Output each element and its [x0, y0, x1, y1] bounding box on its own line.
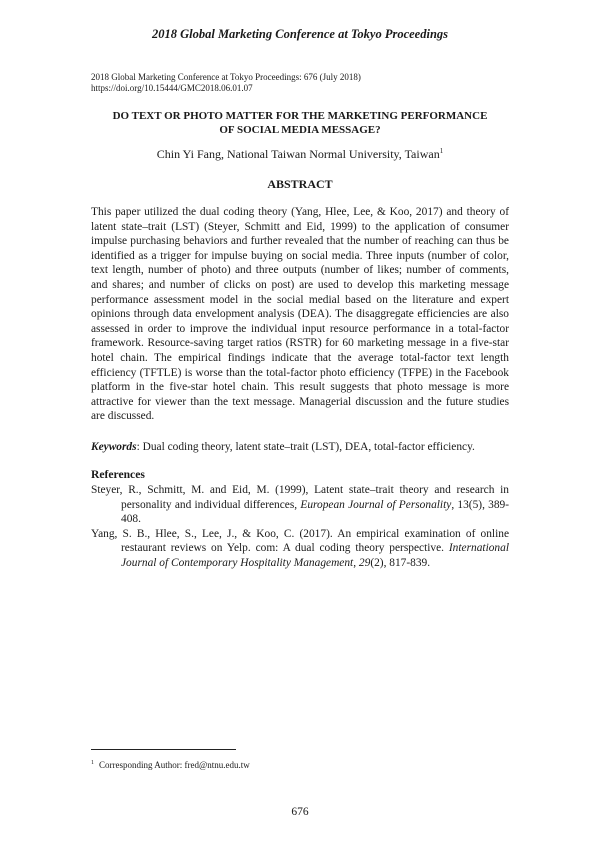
- title-line-2: OF SOCIAL MEDIA MESSAGE?: [219, 124, 381, 136]
- reference-text: Steyer, R., Schmitt, M. and Eid, M. (1999), Latent state–trait theory and research in personality and individual differences,: [91, 484, 509, 511]
- author-name: Chin Yi Fang, National Taiwan Normal University, Taiwan: [156, 147, 440, 161]
- references-list: [91, 483, 509, 571]
- running-header: 2018 Global Marketing Conference at Tokyo Proceedings: [151, 27, 449, 41]
- reference-item: [91, 527, 509, 571]
- doi-link[interactable]: https://doi.org/10.15444/GMC2018.06.01.07: [91, 83, 253, 93]
- reference-volume: 29: [358, 556, 371, 569]
- citation-meta: [91, 72, 361, 94]
- reference-text: Yang, S. B., Hlee, S., Lee, J., & Koo, C. (2017). An empirical examination of online restaurant reviews on Yelp. com: A dual coding theory perspective.: [91, 527, 509, 555]
- reference-journal: International Journal of Contemporary Hospitality Management: [121, 542, 509, 569]
- footnote-mark: 1: [91, 760, 94, 766]
- title-line-1: DO TEXT OR PHOTO MATTER FOR THE MARKETING PERFORMANCE: [112, 110, 488, 122]
- reference-separator: ,: [353, 556, 359, 569]
- footnote: [91, 760, 250, 770]
- references-heading: References: [91, 468, 145, 481]
- keywords-label: Keywords: [91, 441, 137, 453]
- footnote-text: Corresponding Author: fred@ntnu.edu.tw: [99, 760, 250, 770]
- author-line: [91, 147, 509, 162]
- abstract-body: This paper utilized the dual coding theory (Yang, Hlee, Lee, & Koo, 2017) and theory of latent state–trait (LST) (Steyer, Schmitt and Eid, 1999) to the application of consumer impulse purchasing behaviors and further revealed that the number of reaching can thus be identified as a trigger for impulse buying on social media. Three inputs (number of color, text length, number of photo) and three outputs (number of likes; number of comments, and shares; and number of clicks on post) are used to develop this marketing message performance assessment model in the social medial based on the literature and expert opinions through data envelopment analysis (DEA). The disaggregate efficiencies are also assessed in order to improve the individual input resource performance in a total-factor framework. Resource-saving target ratios (RSTR) for 60 marketing message in a five-star hotel chain. The empirical findings indicate that the average total-factor text length efficiency (TFTLE) is worse than the total-factor photo efficiency (TFPE) in the Facebook platform in the five-star hotel chain. This result suggests that photo message is more attractive for viewer than the text message. Managerial discussion and the future studies are discussed.: [91, 206, 509, 423]
- reference-item: [91, 483, 509, 527]
- paper-title: [91, 109, 509, 137]
- author-footnote-mark: 1: [439, 147, 444, 155]
- page-number: 676: [291, 806, 309, 818]
- reference-journal: European Journal of Personality: [300, 498, 452, 511]
- keywords-line: [91, 441, 509, 453]
- citation-line: 2018 Global Marketing Conference at Tokyo Proceedings: 676 (July 2018): [91, 72, 361, 82]
- footnote-divider: [91, 749, 236, 750]
- reference-issue-pages: (2), 817-839.: [370, 556, 431, 569]
- keywords-text: : Dual coding theory, latent state–trait (LST), DEA, total-factor efficiency.: [136, 441, 475, 453]
- abstract-heading: ABSTRACT: [267, 177, 333, 191]
- reference-volume-pages: , 13(5), 389-408.: [121, 498, 510, 526]
